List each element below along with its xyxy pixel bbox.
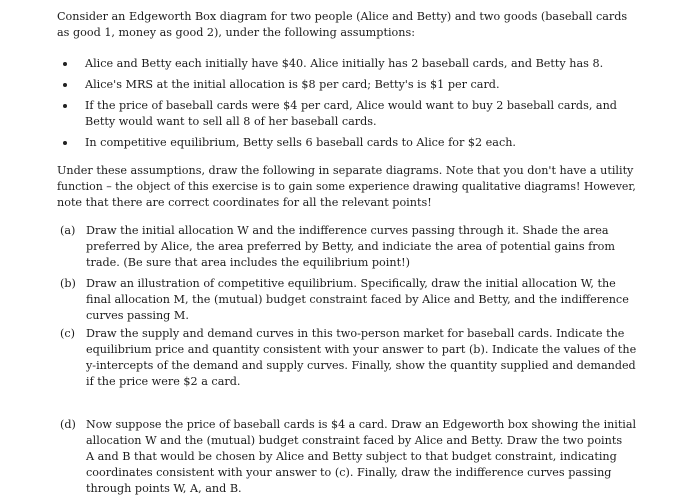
assumption-line: If the price of baseball cards were $4 per card, Alice would want to buy 2 baseball cards, and bbox=[85, 99, 617, 112]
part-line: Draw the supply and demand curves in this two-person market for baseball cards. Indicate the bbox=[86, 327, 625, 340]
intro-line: Consider an Edgeworth Box diagram for two people (Alice and Betty) and two goods (baseball cards bbox=[57, 10, 628, 23]
bullet-dot bbox=[63, 141, 67, 145]
part-line: preferred by Alice, the area preferred by Betty, and indiciate the area of potential gains from bbox=[86, 240, 616, 253]
part-line: equilibrium price and quantity consistent with your answer to part (b). Indicate the values of the bbox=[86, 343, 637, 356]
part-line: coordinates consistent with your answer to (c). Finally, draw the indifference curves passing bbox=[86, 466, 612, 479]
part-line: curves passing M. bbox=[86, 309, 189, 322]
part-label: (b) bbox=[60, 277, 76, 290]
part-line: trade. (Be sure that area includes the equilibrium point!) bbox=[86, 256, 410, 269]
part-line: y-intercepts of the demand and supply curves. Finally, show the quantity supplied and demanded bbox=[86, 359, 636, 372]
instructions-line: Under these assumptions, draw the following in separate diagrams. Note that you don't have a utility bbox=[57, 164, 634, 177]
part-line: Now suppose the price of baseball cards is $4 a card. Draw an Edgeworth box showing the initial bbox=[86, 418, 637, 431]
assumption-line: Betty would want to sell all 8 of her baseball cards. bbox=[85, 115, 377, 128]
part-label: (c) bbox=[60, 327, 75, 340]
part-line: final allocation M, the (mutual) budget constraint faced by Alice and Betty, and the indifference bbox=[86, 293, 629, 306]
bullet-dot bbox=[63, 104, 67, 108]
part-line: through points W, A, and B. bbox=[86, 482, 242, 495]
part-label: (d) bbox=[60, 418, 76, 431]
part-line: if the price were $2 a card. bbox=[86, 375, 241, 388]
instructions-line: function – the object of this exercise is to gain some experience drawing qualitative diagrams! However, bbox=[57, 180, 636, 193]
bullet-dot bbox=[63, 62, 67, 66]
assumption-line: Alice and Betty each initially have $40. Alice initially has 2 baseball cards, and Betty has 8. bbox=[85, 57, 604, 70]
assumption-line: Alice's MRS at the initial allocation is $8 per card; Betty's is $1 per card. bbox=[85, 78, 500, 91]
part-line: allocation W and the (mutual) budget constraint faced by Alice and Betty. Draw the two points bbox=[86, 434, 623, 447]
part-line: A and B that would be chosen by Alice and Betty subject to that budget constraint, indicating bbox=[86, 450, 617, 463]
part-line: Draw the initial allocation W and the indifference curves passing through it. Shade the area bbox=[86, 224, 609, 237]
part-label: (a) bbox=[60, 224, 76, 237]
part-line: Draw an illustration of competitive equilibrium. Specifically, draw the initial allocation W, the bbox=[86, 277, 616, 290]
bullet-dot bbox=[63, 83, 67, 87]
assumption-line: In competitive equilibrium, Betty sells 6 baseball cards to Alice for $2 each. bbox=[85, 136, 516, 149]
intro-line: as good 1, money as good 2), under the following assumptions: bbox=[57, 26, 415, 39]
instructions-line: note that there are correct coordinates for all the relevant points! bbox=[57, 196, 432, 209]
